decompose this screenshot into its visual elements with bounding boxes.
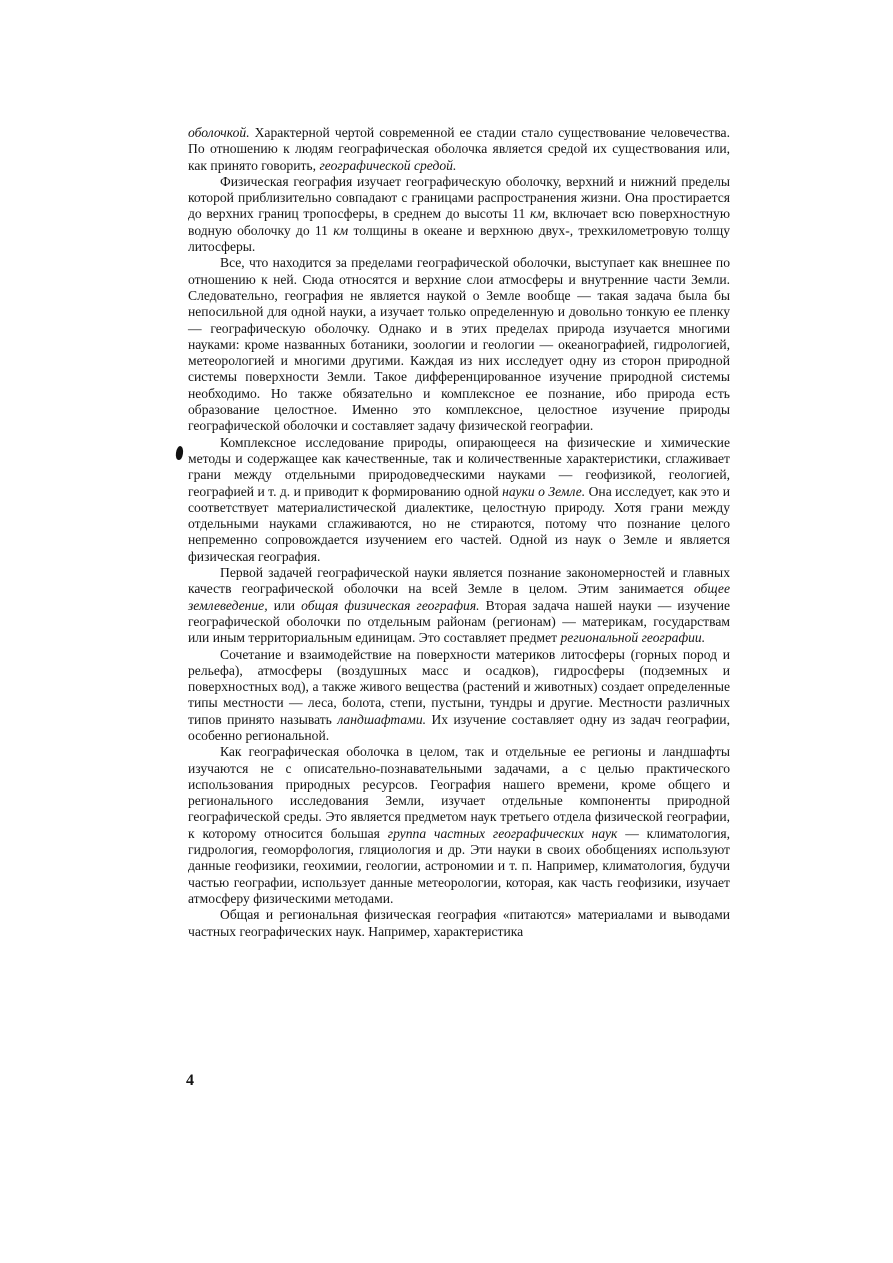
italic-term: общее землеведение,: [188, 581, 730, 613]
text-run: или: [267, 597, 302, 613]
text-run: Общая и региональная физическая география «питаются» материалами и выводами частных географических наук. Например, характеристика: [188, 907, 730, 939]
text-run: Как географическая оболочка в целом, так и отдельные ее регионы и ландшафты изучаются не с описательно-познавательными задачами, а с целью практического использования природных ресурсов. География нашего времени, кроме общего и регионального исследования Земли, изучает отдельные компоненты природной географической среды. Это является предметом наук третьего отдела физической географии, к которому относится большая: [188, 744, 730, 841]
text-run: Сочетание и взаимодействие на поверхности материков литосферы (горных пород и рельефа), атмосферы (воздушных масс и осадков), гидросферы (подземных и поверхностных вод), а также живого вещества (растений и животных) создает определенные типы местности — леса, болота, степи, пустыни, тундры и другие. Местности различных типов принято называть: [188, 646, 730, 727]
paragraph: [188, 647, 730, 745]
italic-term: общая физическая география.: [301, 597, 480, 613]
paragraph: [188, 435, 730, 565]
text-run: Комплексное исследование природы, опирающееся на физические и химические методы и содержащее как качественные, так и количественные характеристики, сглаживает грани между отдельными природоведческими науками — геофизикой, геологией, географией и т. д. и приводит к формированию одной: [188, 434, 730, 499]
text-run: Их изучение составляет одну из задач географии, особенно региональной.: [188, 711, 730, 743]
paragraph: [188, 907, 730, 940]
italic-term: географической средой.: [319, 157, 457, 173]
text-run: включает всю поверхностную водную оболочку до 11: [188, 206, 730, 238]
italic-term: км: [333, 222, 349, 238]
ink-blot-mark: [175, 446, 184, 461]
text-run: — климатология, гидрология, геоморфология, гляциология и др. Эти науки в своих обобщениях используют данные геофизики, геохимии, геологии, астрономии и т. п. Например, климатология, будучи частью географии, использует данные метеорологии, которая, как часть геофизики, изучает атмосферу физическими методами.: [188, 825, 730, 906]
text-run: толщины в океане и верхнюю двух-, трехкилометровую толщу литосферы.: [188, 222, 731, 255]
italic-term: км,: [530, 206, 549, 222]
body-text: [188, 125, 730, 940]
text-run: Первой задачей географической науки является познание закономерностей и главных качеств географической оболочки на всей Земле в целом. Этим занимается: [188, 565, 730, 597]
paragraph: [188, 174, 730, 255]
text-run: Она исследует, как это и соответствует материалистической диалектике, целостную природу. Хотя грани между отдельными науками сглаживаются, но не стираются, потому что познание целого непременно сопровождается изучением его частей. Одной из наук о Земле и является физическая география.: [188, 483, 730, 564]
paragraph: [188, 744, 730, 907]
text-run: Физическая география изучает географическую оболочку, верхний и нижний пределы которой приблизительно совпадают с границами распространения жизни. Она простирается до верхних границ тропосферы, в среднем до высоты 11: [188, 173, 730, 222]
italic-term: оболочкой.: [188, 125, 250, 140]
paragraph: [188, 565, 730, 646]
italic-term: науки о Земле.: [502, 483, 586, 499]
italic-term: региональной географии.: [560, 630, 706, 646]
text-run: Вторая задача нашей науки — изучение географической оболочки по отдельным районам (регионам) — материкам, государствам или иным территориальным единицам. Это составляет предмет: [188, 597, 731, 646]
italic-term: ландшафтами.: [337, 711, 427, 727]
page-number: 4: [186, 1072, 194, 1089]
text-run: Все, что находится за пределами географической оболочки, выступает как внешнее по отношению к ней. Сюда относятся и верхние слои атмосферы и внутренние части Земли. Следовательно, география не является наукой о Земле вообще — такая задача была бы непосильной для одной науки, а изучает только определенную и довольно тонкую ее пленку — географическую оболочку. Однако и в этих пределах природа изучается многими науками: кроме названных ботаники, зоологии и геологии — океанографией, гидрологией, метеорологией и многими другими. Каждая из них исследует одну из сторон природной системы поверхности Земли. Такое дифференцированное изучение природной системы необходимо. Но также обязательно и комплексное ее познание, ибо природа есть образование целостное. Именно это комплексное, целостное изучение природы географической оболочки и составляет задачу физической географии.: [188, 255, 730, 434]
text-run: Характерной чертой современной ее стадии стало существование человечества. По отношению к людям географическая оболочка является средой их существования или, как принято говорить,: [188, 125, 730, 173]
paragraph: [188, 255, 730, 434]
italic-term: группа частных географических наук: [387, 825, 618, 841]
paragraph: [188, 125, 730, 174]
